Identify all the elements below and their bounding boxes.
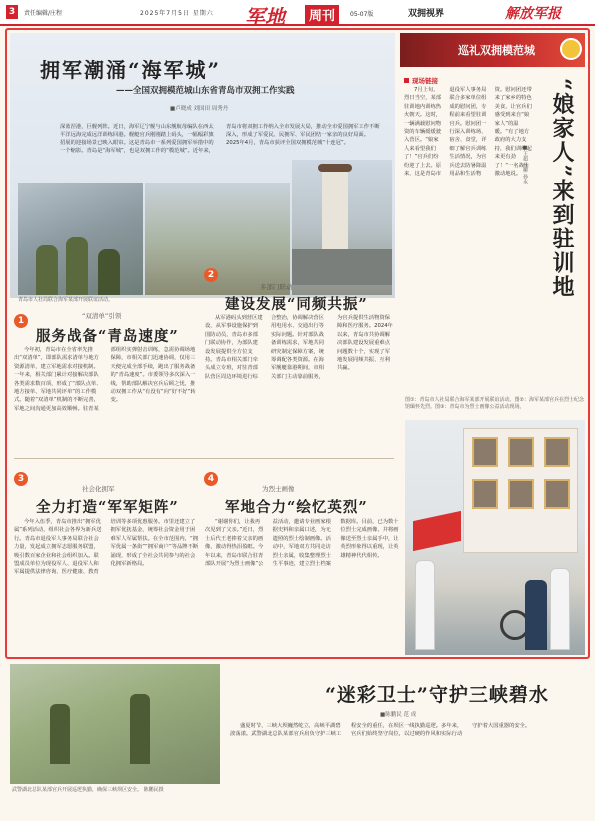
lead-photo-lighthouse[interactable]: [292, 160, 392, 295]
bottom-photo-caption: 武警湖北总队某部官兵开展巡逻执勤，确保三峡坝区安全。 陈鹏民摄: [12, 787, 164, 793]
section-body: 今年入伍季，青岛市推出“拥军优属”系列活动，组织社会各界为新兵送行。青岛市退役军人事务局联合社会力量，发起成立拥军志愿服务联盟，吸引数百家企业和社会组织加入。联盟成员单位为现役军人、退役军人和军属提供法律咨询、医疗健康、教育培训等多项优惠服务。市里还建立了拥军优抚基金，统筹社会资金用于困难军人军属帮扶。在全市范围内，“拥军优属一条街”“拥军商户”等品牌不断涌现，形成了全社会共同参与的社会化拥军新格局。: [14, 519, 199, 576]
lead-photo-left[interactable]: [18, 183, 143, 295]
section-tag: 多部门联动: [260, 283, 293, 291]
section-body: 从军港码头到营区建设，从军事设施保护到国防动员，青岛市多部门联动协作，为部队建设发展提供全方位支持。青岛市相关部门牵头成立专班，对驻青部队营区周边环境进行综合整治，协调解决营区用电用水、交通出行等实际问题。针对部队战备训练需求，军地共同研究制定保障方案，统筹调配各类资源。在海军舰艇靠港期间，市相关部门主动靠前服务，为官兵提供生活物资保障和医疗服务。2024年以来，青岛市共协调解决部队建设发展重难点问题数十个，实现了军地发展同频共振、互利共赢。: [205, 315, 393, 380]
lead-intro: 深蓝涅港，巨舰列阵。近日，海军辽宁舰与山东舰航母编队在西太平洋远海完成远洋训练回港。舰艇官兵刚刚踏上码头，一幅幅彩旗招展的迎接场景已映入眼帘。这是青岛市一系列爱国拥军举措中的一个缩影。青岛是“海军城”，也是双拥工作的“模范城”。近年来，青岛市将双拥工作纳入全市发展大局，推动全市爱国拥军工作不断深入，形成了军爱民、民拥军、军民团结一家亲的良好局面。2025年4月，青岛市获评全国双拥模范城“十连冠”。: [60, 124, 380, 154]
sidebar-headline[interactable]: “娘家人”来到驻训地: [549, 78, 575, 300]
issue-pages: 05-07版: [350, 11, 374, 18]
lead-photo-caption: 青岛市人社局联合海军某部开展联谊活动。: [18, 297, 114, 303]
flag-icon: [413, 511, 461, 551]
bottom-photo[interactable]: [10, 664, 220, 784]
section-title[interactable]: 军地合力“绘忆英烈”: [225, 499, 368, 516]
bottom-byline: ■陈鹏民 范 成: [380, 712, 417, 718]
sidebar-byline: ■王超 杨柳 孙永: [522, 145, 528, 185]
section-name: 双拥视界: [408, 9, 445, 19]
supplement-brand: 军地: [245, 5, 285, 29]
sailor-figure: [550, 568, 570, 650]
section-number-badge: 4: [204, 472, 218, 486]
portrait-frame: [472, 437, 498, 467]
section-number-badge: 1: [14, 314, 28, 328]
soldier-figure: [130, 694, 150, 764]
portrait-frame: [544, 437, 570, 467]
editor-credit: 责任编辑/庄程: [24, 10, 63, 17]
soldier-figure: [36, 245, 58, 295]
emblem-icon: [560, 38, 582, 60]
sailor-figure: [415, 560, 435, 650]
building-block: [292, 249, 392, 285]
sidebar-photo-caption: 图①：青岛市人社局联合海军某部开展联谊活动。图②：海军某部官兵在烈士纪念馆缅怀先烈。图③：青岛市为烈士画像公益活动现场。: [405, 397, 584, 410]
veteran-figure: [525, 580, 547, 650]
section-tag: 社会化拥军: [82, 485, 115, 493]
soldier-figure: [98, 249, 120, 295]
memorial-photo[interactable]: [405, 420, 585, 655]
portrait-frame: [508, 437, 534, 467]
portrait-frame: [472, 479, 498, 509]
section-title[interactable]: 全力打造“军军矩阵”: [36, 499, 179, 516]
lead-headline[interactable]: 拥军潮涌“海军城”: [40, 58, 222, 82]
sidebar-body: 7月上旬，烈日当空，某部驻训地内训练热火朝天。这时，一辆满载慰问物资的车辆缓缓驶入营区。“娘家人来看望我们了！”官兵们纷纷迎了上去。原来，这是青岛市退役军人事务局联合多家单位组成的慰问团，专程前来看望驻训官兵。慰问团一行深入训练场、宿舍、食堂，详细了解官兵训练生活情况，为官兵送去防暑降温用品和生活物资。慰问团还带来了家乡的特色美食，让官兵们感受到来自“娘家人”的温暖。“有了地方政府的大力支持，我们训练起来更有劲了！”一名战士激动地说。: [404, 87, 532, 178]
soldier-figure: [145, 183, 290, 243]
soldier-figure: [50, 704, 70, 764]
bottom-body: 盛夏时节，三峡大坝巍然屹立，高峡平湖碧波荡漾。武警湖北总队某部官兵肩负守护三峡工程安全的重任，在坝区一线执勤巡逻。多年来，官兵们始终坚守岗位，以过硬的作风和实际行动守护着大国重器的安全。: [230, 723, 531, 738]
lead-byline: ■卢晓成 刘国田 周秀丹: [170, 106, 229, 112]
sidebar-tag: 现场链接: [404, 76, 438, 85]
issue-date: 2025年7月5日 星期六: [140, 10, 214, 17]
section-tag: 为烈士画像: [262, 485, 295, 493]
page-header: [0, 0, 595, 29]
section-tag: “双清单”引领: [82, 312, 122, 320]
section-body: “谢谢你们，让我再次见到了父亲。”近日，烈士后代王老捧着父亲的画像，激动得热泪盈眶。今年以来，青岛市联合驻青部队开展“为烈士画像”公益活动，邀请专业画家根据史料和亲属口述，为无遗照的烈士绘制画像。活动中，军地双方共同走访烈士亲属，收集整理烈士生平事迹，建立烈士档案数据库。目前，已为数十位烈士完成画像，并将画像送至烈士亲属手中，让英烈形象得以重现，让英雄精神代代相传。: [205, 519, 399, 568]
portrait-frame: [544, 479, 570, 509]
portrait-frame: [508, 479, 534, 509]
memorial-wall: [463, 428, 578, 553]
newspaper-masthead: 解放军报: [505, 6, 561, 22]
series-banner-title[interactable]: 巡礼双拥模范城: [458, 44, 535, 57]
section-title[interactable]: 建设发展“同频共振”: [225, 296, 368, 313]
page-number: 3: [6, 5, 18, 19]
section-divider: [14, 458, 394, 459]
section-body: 今年初，青岛市在全省率先推出“双清单”，即部队需求清单与地方资源清单，建立军地需求对接机制。一年来，相关部门累计对接解决部队各类需求数百项，形成了“部队点单、地方接单、军地共同评单”的工作模式。随着“双清单”机制的不断完善，军地之间沟通更加高效顺畅。驻青某部组织实弹射击训练，急需协调场地保障，市相关部门迅速协调，仅用三天便完成全部手续，跑出了服务战备的“青岛速度”。市委领导多次深入一线，帮助部队解决官兵后顾之忧，推动双拥工作从“有没有”向“好不好”转变。: [14, 347, 196, 412]
soldier-figure: [66, 237, 88, 295]
lead-photo-middle[interactable]: [145, 183, 290, 295]
supplement-brand-suffix: 周刊: [305, 5, 339, 24]
section-title[interactable]: 服务战备“青岛速度”: [36, 328, 179, 345]
section-number-badge: 3: [14, 472, 28, 486]
bottom-headline[interactable]: “迷彩卫士”守护三峡碧水: [325, 684, 549, 706]
lead-subtitle: ——全国双拥模范城山东省青岛市双拥工作实践: [116, 86, 295, 96]
section-number-badge: 2: [204, 268, 218, 282]
